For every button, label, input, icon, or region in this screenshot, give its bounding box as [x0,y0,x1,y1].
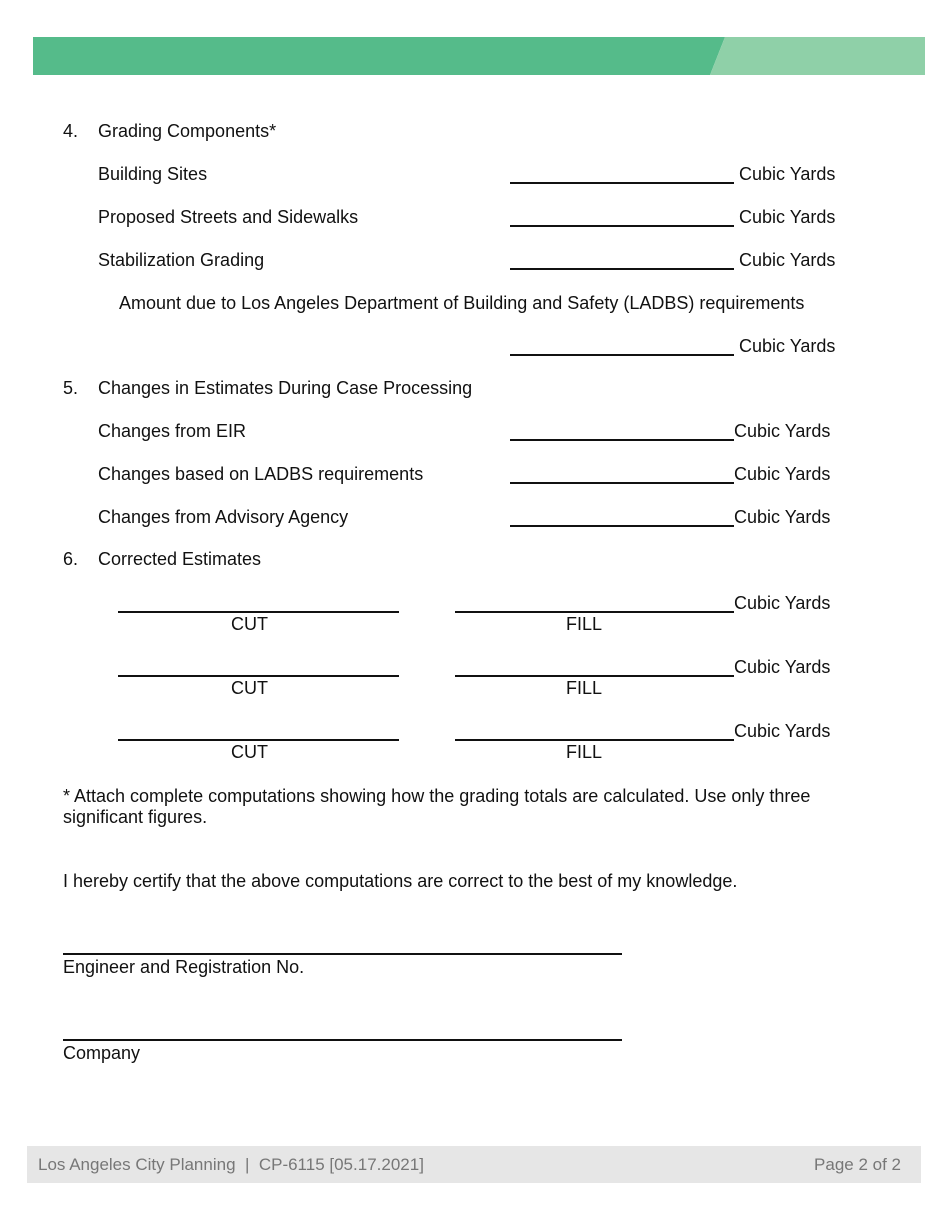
ladbs-amount-unit: Cubic Yards [739,336,836,356]
section-4-title: Grading Components* [98,121,277,141]
fill-label-3: FILL [566,742,603,762]
stabilization-grading-field[interactable] [510,268,734,270]
footnote-continuation: significant figures. [63,807,208,827]
corrected-unit-1: Cubic Yards [734,593,831,613]
fill-label-2: FILL [566,678,603,698]
cut-label-1: CUT [231,614,268,634]
fill-label-1: FILL [566,614,603,634]
changes-advisory-field[interactable] [510,525,734,527]
corrected-unit-2: Cubic Yards [734,657,831,677]
company-signature-label: Company [63,1043,141,1063]
stabilization-grading-unit: Cubic Yards [739,250,836,270]
building-sites-unit: Cubic Yards [739,164,836,184]
stabilization-grading-label: Stabilization Grading [98,250,265,270]
streets-sidewalks-field[interactable] [510,225,734,227]
streets-sidewalks-label: Proposed Streets and Sidewalks [98,207,359,227]
changes-eir-unit: Cubic Yards [734,421,831,441]
ladbs-amount-field[interactable] [510,354,734,356]
engineer-signature-label: Engineer and Registration No. [63,957,305,977]
changes-eir-label: Changes from EIR [98,421,247,441]
streets-sidewalks-unit: Cubic Yards [739,207,836,227]
footer-agency-form: Los Angeles City Planning | CP-6115 [05.17.2021] [38,1155,424,1174]
cut-label-3: CUT [231,742,268,762]
section-6-number: 6. [63,549,79,569]
ladbs-note: Amount due to Los Angeles Department of Building and Safety (LADBS) requirements [119,293,805,313]
banner-dark-segment [33,37,725,75]
changes-ladbs-unit: Cubic Yards [734,464,831,484]
changes-advisory-unit: Cubic Yards [734,507,831,527]
banner-light-segment [710,37,925,75]
section-5-number: 5. [63,378,79,398]
footer-page-number: Page 2 of 2 [814,1155,901,1174]
building-sites-label: Building Sites [98,164,208,184]
cut-label-2: CUT [231,678,268,698]
certification-statement: I hereby certify that the above computations are correct to the best of my knowledge. [63,871,738,891]
changes-ladbs-label: Changes based on LADBS requirements [98,464,424,484]
page-footer [27,1146,921,1183]
engineer-signature-line[interactable] [63,953,622,955]
section-4-number: 4. [63,121,79,141]
changes-ladbs-field[interactable] [510,482,734,484]
corrected-unit-3: Cubic Yards [734,721,831,741]
section-6-title: Corrected Estimates [98,549,262,569]
section-5-title: Changes in Estimates During Case Processing [98,378,473,398]
company-signature-line[interactable] [63,1039,622,1041]
changes-advisory-label: Changes from Advisory Agency [98,507,349,527]
building-sites-field[interactable] [510,182,734,184]
changes-eir-field[interactable] [510,439,734,441]
header-banner [33,37,925,75]
footnote: * Attach complete computations showing how the grading totals are calculated. Use only three [63,786,811,806]
